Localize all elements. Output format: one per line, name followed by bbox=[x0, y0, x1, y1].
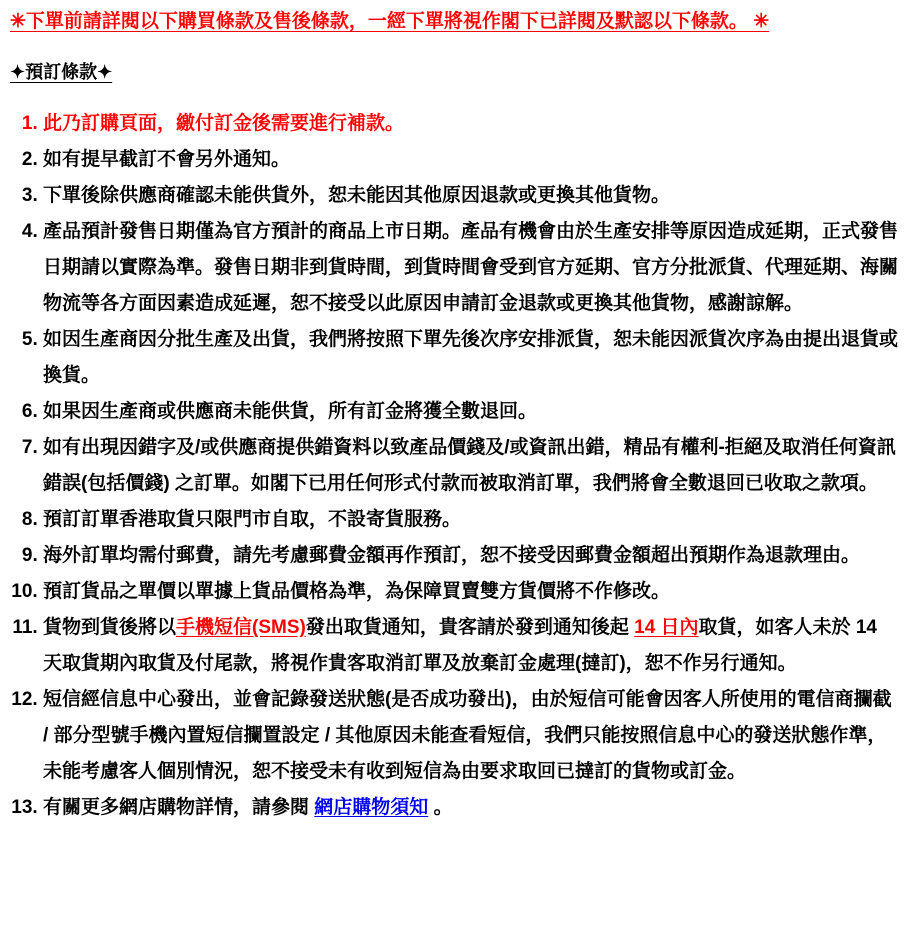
terms-text-segment: 。 bbox=[428, 797, 453, 818]
terms-text-segment: 短信經信息中心發出，並會記錄發送狀態(是否成功發出)，由於短信可能會因客人所使用的電信商攔截 / 部分型號手機內置短信攔置設定 / 其他原因未能查看短信，我們只能按照信息中心的發送狀態作準，未能考慮客人個別情況，恕不接受未有收到短信為由要求取回已撻訂的貨物或訂金。 bbox=[43, 689, 892, 782]
terms-text-segment: 下單後除供應商確認未能供貨外，恕未能因其他原因退款或更換其他貨物。 bbox=[43, 185, 671, 206]
terms-item-8 bbox=[43, 502, 899, 538]
terms-item-5 bbox=[43, 322, 899, 394]
shop-notice-link[interactable]: 網店購物須知 bbox=[314, 797, 429, 818]
terms-item-3 bbox=[43, 178, 899, 214]
terms-text-segment: 如因生產商因分批生產及出貨，我們將按照下單先後次序安排派貨，恕未能因派貨次序為由提出退貨或換貨。 bbox=[43, 329, 899, 386]
terms-text-segment: 如有提早截訂不會另外通知。 bbox=[43, 149, 291, 170]
terms-text-segment: 發出取貨通知，貴客請於發到通知後起 bbox=[305, 617, 635, 638]
terms-text-segment: 手機短信(SMS) bbox=[176, 617, 306, 638]
terms-item-6 bbox=[43, 394, 899, 430]
terms-text-segment: 海外訂單均需付郵費，請先考慮郵費金額再作預訂，恕不接受因郵費金額超出預期作為退款理由。 bbox=[43, 545, 861, 566]
terms-text-segment: 如有出現因錯字及/或供應商提供錯資料以致產品價錢及/或資訊出錯，精品有權利-拒絕及取消任何資訊錯誤(包括價錢) 之訂單。如閣下已用任何形式付款而被取消訂單，我們將會全數退回已收取之款項。 bbox=[43, 437, 896, 494]
terms-item-11 bbox=[43, 610, 899, 682]
terms-text-segment: 14 日內 bbox=[634, 617, 699, 638]
terms-text-segment: 如果因生產商或供應商未能供貨，所有訂金將獲全數退回。 bbox=[43, 401, 538, 422]
terms-item-13 bbox=[43, 790, 899, 826]
terms-item-2 bbox=[43, 142, 899, 178]
pre-order-warning-header: ✳下單前請詳閱以下購買條款及售後條款，一經下單將視作閣下已詳閱及默認以下條款。 ✳ bbox=[10, 11, 770, 32]
terms-item-12 bbox=[43, 682, 899, 790]
terms-text-segment: 產品預計發售日期僅為官方預計的商品上市日期。產品有機會由於生產安排等原因造成延期，正式發售日期請以實際為準。發售日期非到貨時間，到貨時間會受到官方延期、官方分批派貨、代理延期、海關物流等各方面因素造成延遲，恕不接受以此原因申請訂金退款或更換其他貨物，感謝諒解。 bbox=[43, 221, 899, 314]
terms-text-segment: 取貨，如客人未於 14 天取貨期內取貨及付尾款，將視作貴客取消訂單及放棄訂金處理(撻訂)，恕不作另行通知。 bbox=[43, 617, 877, 674]
terms-text-segment: 預訂貨品之單價以單據上貨品價格為準，為保障買賣雙方貨價將不作修改。 bbox=[43, 581, 671, 602]
terms-item-1 bbox=[43, 106, 899, 142]
terms-list bbox=[10, 106, 899, 826]
terms-item-10 bbox=[43, 574, 899, 610]
terms-item-4 bbox=[43, 214, 899, 322]
terms-text-segment: 此乃訂購頁面，繳付訂金後需要進行補款。 bbox=[43, 113, 405, 134]
terms-text-segment: 預訂訂單香港取貨只限門市自取，不設寄貨服務。 bbox=[43, 509, 462, 530]
terms-text-segment: 有關更多網店購物詳情，請參閱 bbox=[43, 797, 315, 818]
section-title-pre-order-terms: ✦預訂條款✦ bbox=[10, 62, 113, 82]
terms-item-9 bbox=[43, 538, 899, 574]
terms-text-segment: 貨物到貨後將以 bbox=[43, 617, 177, 638]
terms-item-7 bbox=[43, 430, 899, 502]
